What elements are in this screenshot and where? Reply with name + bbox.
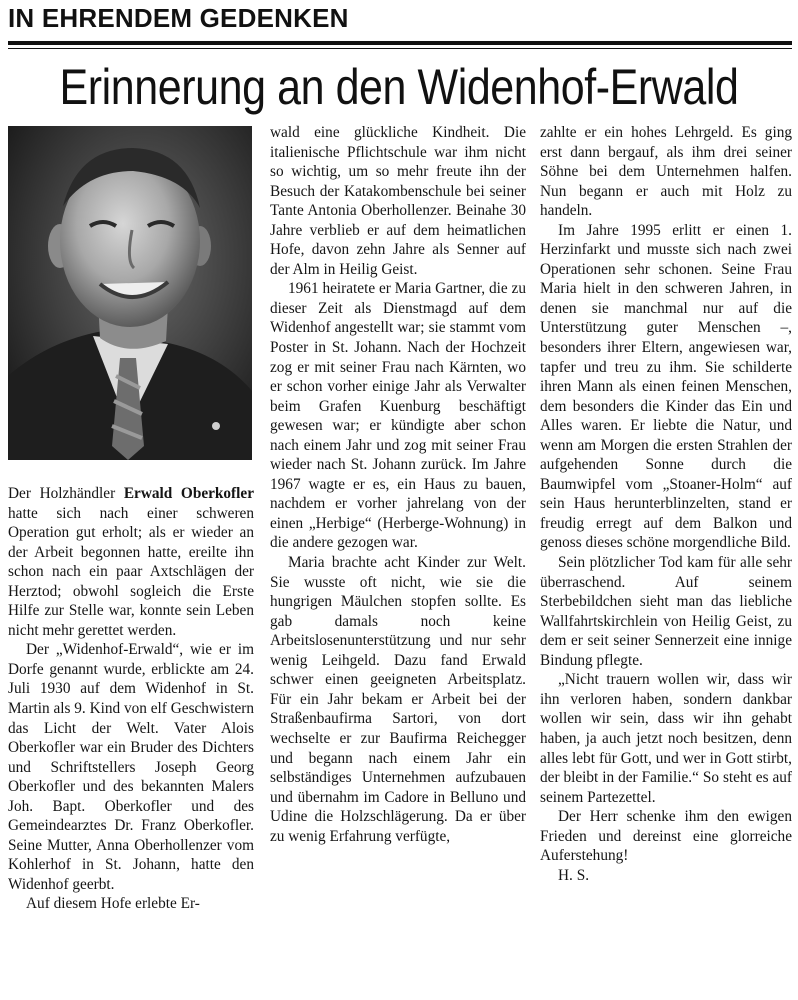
article-headline: Erinnerung an den Widenhof-Erwald — [59, 59, 739, 115]
author-signature: H. S. — [558, 866, 590, 884]
paragraph-text: hatte sich nach einer schweren Operation gut erholt; als er wieder an der Arbeit begonnen hatte, ereilte ihn schon nach ein paar Axtschlägen der Herztod; obwohl sogleich die Erste Hilfe zur Stelle war, konnte sein Leben nicht mehr gerettet werden. — [8, 504, 254, 639]
person-name: Erwald Oberkofler — [123, 485, 254, 502]
paragraph: 1961 heiratete er Maria Gartner, die zu dieser Zeit als Dienstmagd auf dem Widenhof angestellt war; sie stammt vom Poster in St. Johann. Nach der Hochzeit zog er mit seiner Frau nach Kärnten, wo er schon vorher einige Jahr als Verwalter beim Grafen Kuenburg beschäftigt gewesen war; er kündigte aber schon nach einem Jahr und zog mit seiner Frau wieder nach St. Johann zurück. Im Jahre 1967 wagte er es, ein Haus zu bauen, nachdem er vorher jahrelang von der einen „Herbige“ (Herberge-Wohnung) in die andere gezogen war. — [270, 280, 526, 552]
paragraph: Im Jahre 1995 erlitt er einen 1. Herzinfarkt und musste sich nach zwei Operationen sehr schonen. Seine Frau Maria hielt in den schweren Jahren, in denen sie manchmal nur auf die Unterstützung guter Menschen –, besonders ihrer Eltern, angewiesen war, tapfer und treu zu ihm. Sie schilderte ihren Mann als einen feinen Menschen, dem besonders die Kinder das Ein und Alles waren. Er liebte die Natur, und wenn am Morgen die ersten Strahlen der aufgehenden Sonne durch die Baumwipfel vom „Stoaner-Holm“ auf sein Haus herunterblinzelten, stand er freudig erregt auf dem Balkon und genoss dieses schöne morgendliche Bild. — [540, 221, 792, 552]
paragraph-text: Der Holzhändler — [8, 485, 124, 502]
paragraph: Auf diesem Hofe erlebte Er- — [26, 895, 200, 913]
paragraph: Maria brachte acht Kinder zur Welt. Sie wusste oft nicht, wie sie die hungrigen Mäulchen stopfen sollte. Es gab damals noch keine Arbeitslosenunterstützung und nur sehr wenig Leihgeld. Dazu fand Erwald schwer einen geeigneten Arbeitsplatz. Für ein Jahr bekam er Arbeit bei der Straßenbaufirma Sartori, von dort wechselte er zur Baufirma Reichegger und begann nach einem Jahr ein selbständiges Unternehmen aufzubauen und übernahm im Cadore in Belluno und Udine die Holzschlägerung. Da er über zu wenig Erfahrung verfügte, — [270, 554, 526, 845]
paragraph: Der „Widenhof-Erwald“, wie er im Dorfe genannt wurde, erblickte am 24. Juli 1930 auf dem Widenhof in St. Martin als 9. Kind von elf Geschwistern das Licht der Welt. Vater Alois Oberkofler war ein Bruder des Dichters und Schriftstellers Joseph Georg Oberkofler und des bekannten Malers Joh. Bapt. Oberkofler und des Gemeindearztes Dr. Franz Oberkofler. Seine Mutter, Anna Oberhollenzer vom Kohlerhof in St. Johann, hatte den Widenhof geerbt. — [8, 641, 254, 893]
paragraph: Sein plötzlicher Tod kam für alle sehr überraschend. Auf seinem Sterbebildchen sieht man das liebliche Wallfahrtskirchlein von Heilig Geist, zu dem er seit seiner Sennerzeit eine innige Bindung pflegte. — [540, 554, 792, 669]
paragraph: wald eine glückliche Kindheit. Die italienische Pflichtschule war ihm nicht so wichtig, um so mehr freute ihn der Besuch der Katakombenschule bei seiner Tante Antonia Oberhollenzer. Beinahe 30 Jahre verblieb er auf dem heimatlichen Hofe, davon zehn Jahre als Senner auf der Alm in Heilig Geist. — [270, 124, 526, 278]
paragraph — [8, 484, 254, 640]
article-column-2 — [270, 123, 526, 846]
paragraph: Der Herr schenke ihm den ewigen Frieden und dereinst eine glorreiche Auferstehung! — [540, 808, 792, 865]
header-rule-thick — [8, 41, 792, 45]
portrait-image — [8, 126, 252, 460]
article-column-1 — [8, 484, 254, 914]
header-rule-thin — [8, 48, 792, 49]
paragraph: zahlte er ein hohes Lehrgeld. Es ging erst dann bergauf, als ihm drei seiner Söhne bei dem Unternehmen halfen. Nun begann er auch mit Holz zu handeln. — [540, 124, 792, 220]
article-column-3 — [540, 123, 792, 885]
paragraph: „Nicht trauern wollen wir, dass wir ihn verloren haben, sondern dankbar wollen wir sein, dass wir ihn gehabt haben, ja auch jetzt noch besitzen, denn alles lebt für Gott, und wer in Gott stirbt, der bleibt in der Familie.“ So steht es auf seinem Partezettel. — [540, 671, 792, 806]
section-kicker: IN EHRENDEM GEDENKEN — [8, 3, 349, 33]
portrait-photo — [8, 126, 252, 460]
